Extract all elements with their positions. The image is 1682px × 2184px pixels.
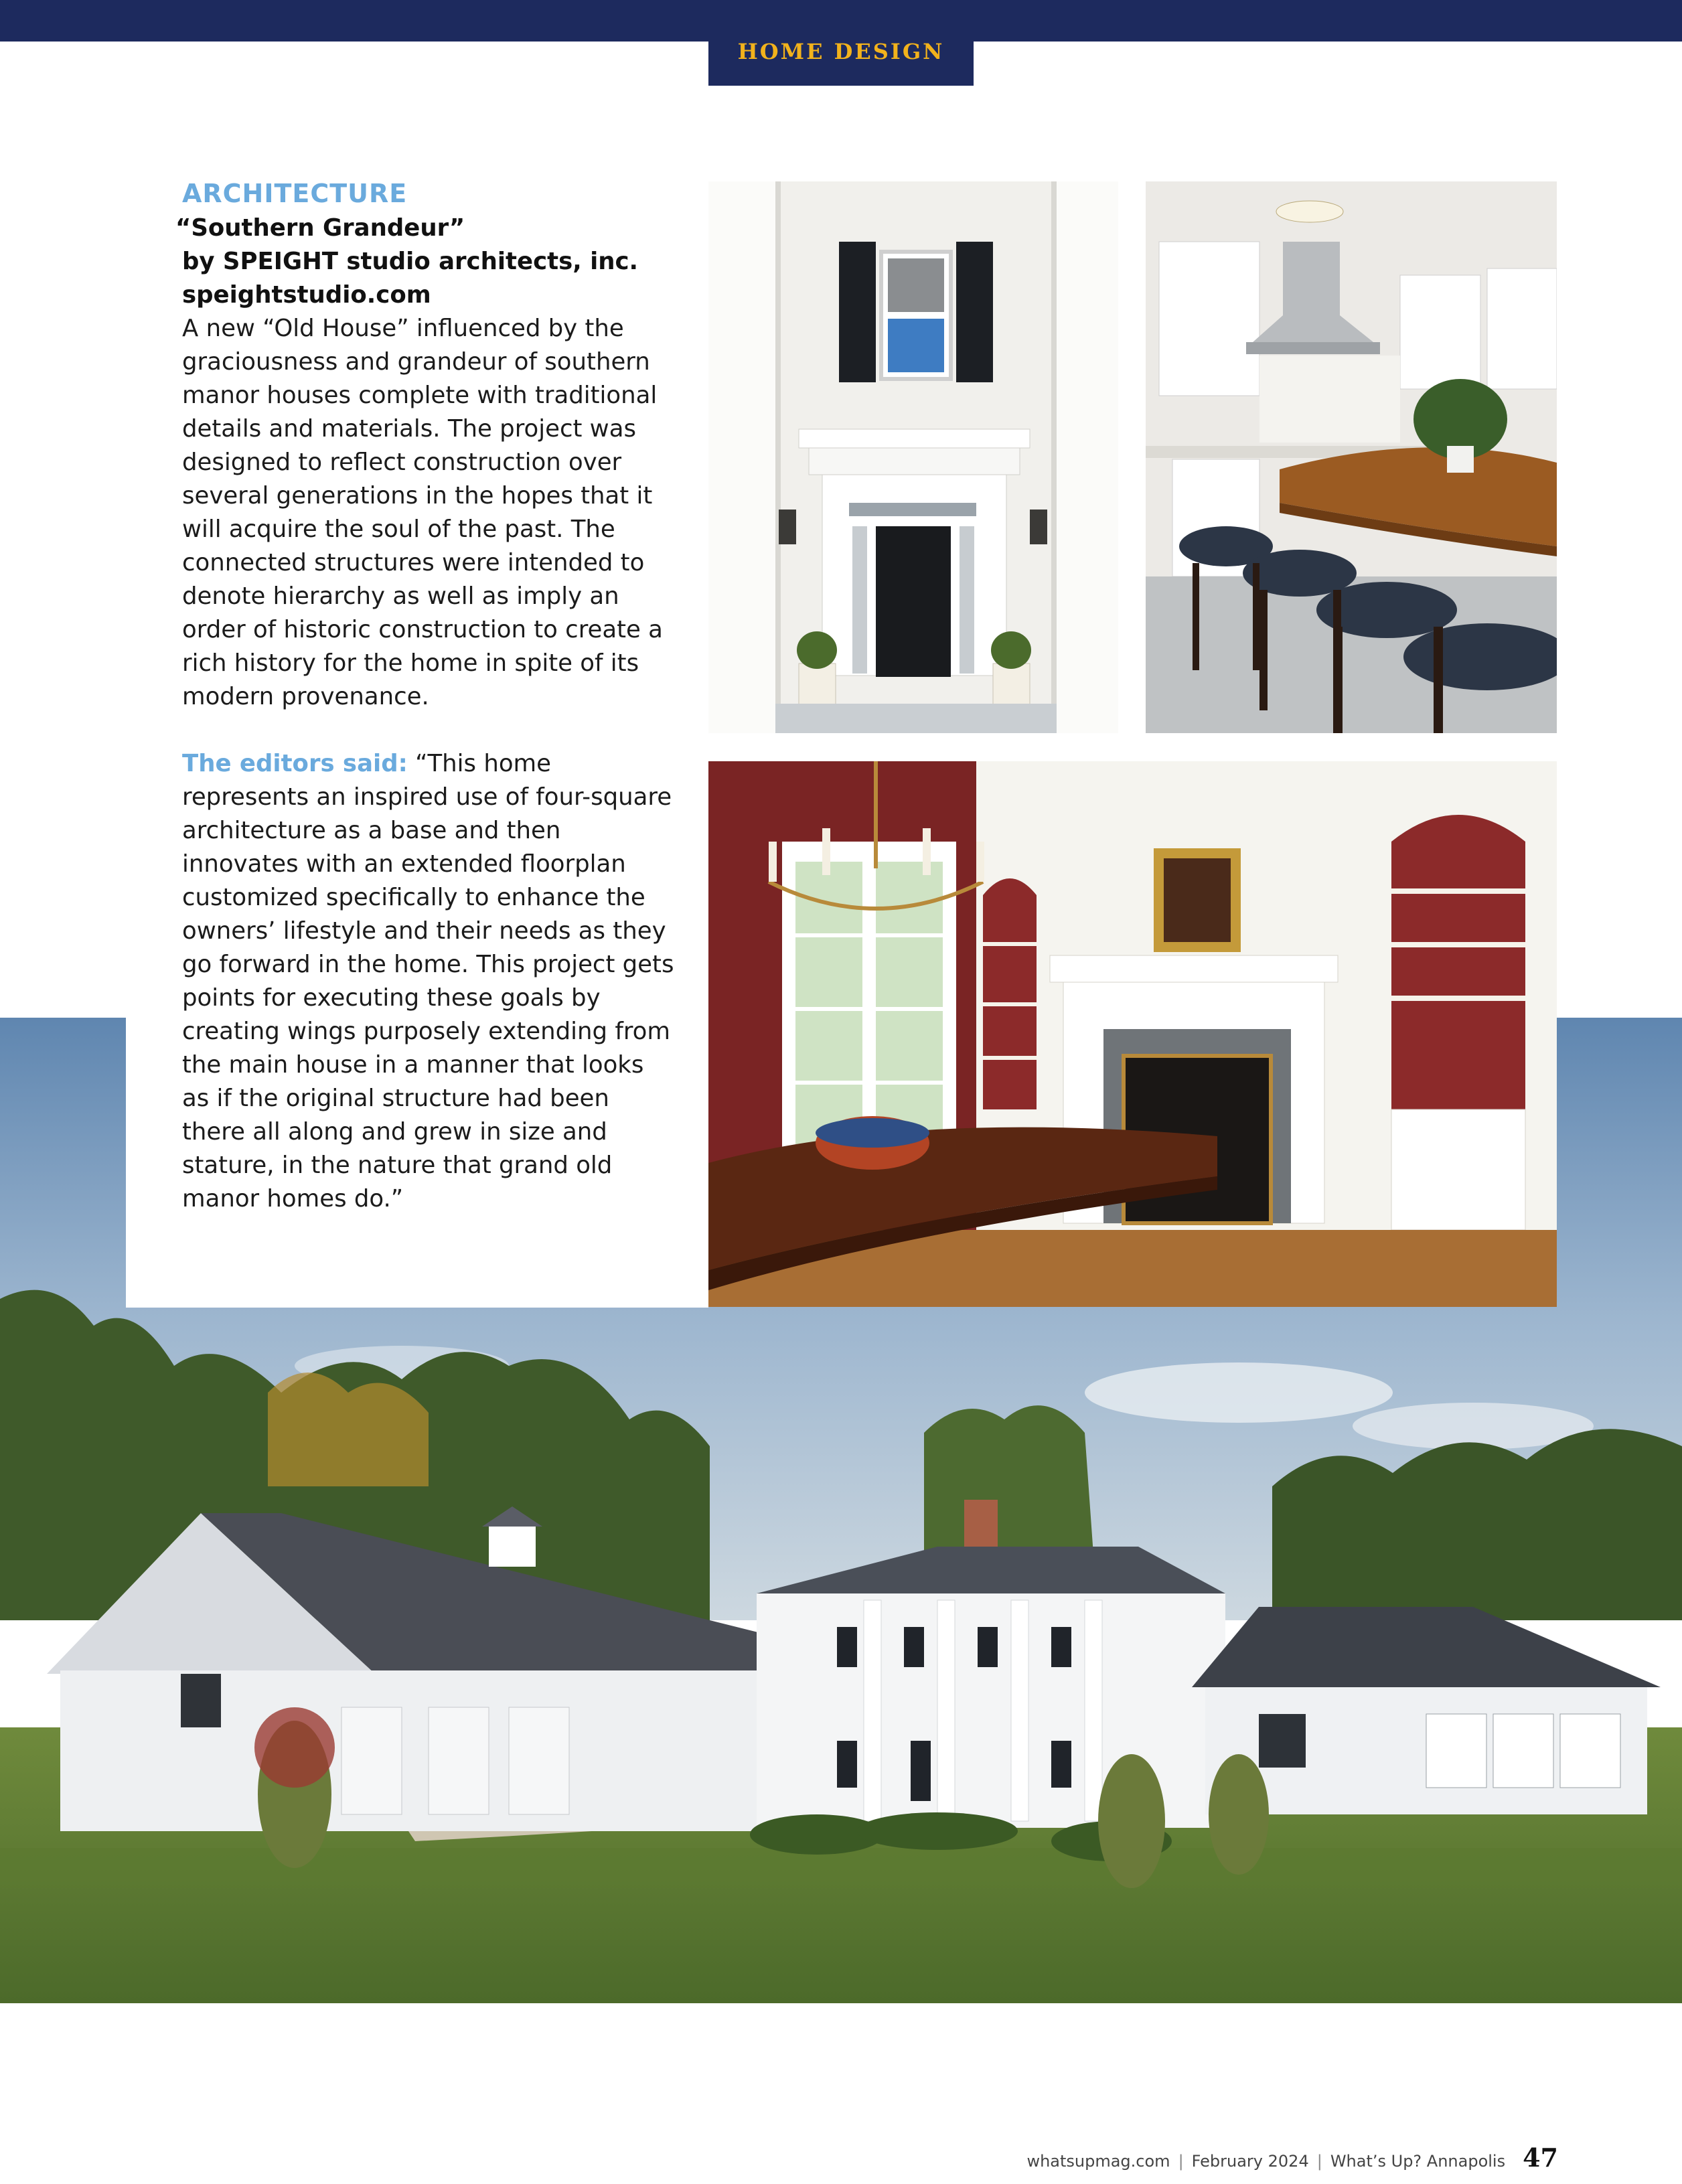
project-title: “Southern Grandeur” [175, 214, 465, 242]
footer-publication: What’s Up? Annapolis [1330, 2152, 1506, 2171]
footer-issue: February 2024 [1191, 2152, 1309, 2171]
page-number: 47 [1523, 2142, 1558, 2173]
section-label: HOME DESIGN [737, 39, 945, 64]
footer-separator: | [1178, 2152, 1184, 2171]
architect-byline: by SPEIGHT studio architects, inc. [182, 248, 639, 275]
entry-door-photo [708, 181, 1118, 733]
category-label: ARCHITECTURE [182, 179, 408, 208]
page-footer [1026, 2142, 1558, 2173]
project-description: A new “Old House” influenced by the graciousness and grandeur of southern manor houses complete with traditional details and materials. The project was designed to reflect construction over several generations in the hopes that it will acquire the soul of the past. The connected structures were intended to denote hierarchy as well as imply an order of historic construction to create a rich history for the home in spite of its modern provenance. [182, 315, 663, 710]
section-tab [708, 0, 974, 86]
footer-site: whatsupmag.com [1026, 2152, 1170, 2171]
dining-room-photo [708, 761, 1557, 1307]
editors-comment [182, 747, 678, 1216]
architect-website: speightstudio.com [182, 281, 431, 309]
kitchen-photo [1146, 181, 1557, 733]
article-text [175, 175, 678, 1216]
footer-separator: | [1316, 2152, 1322, 2171]
editors-quote: “This home represents an inspired use of four-square architecture as a base and then innovates with an extended floorplan customized specifically to enhance the owners’ lifestyle and their needs as they go forward in the home. This project gets points for executing these goals by creating wings purposely extending from the main house in a manner that looks as if the original structure had been there all along and grew in size and stature, in the nature that grand old manor homes do.” [182, 750, 674, 1213]
editors-lead: The editors said: [182, 750, 408, 777]
